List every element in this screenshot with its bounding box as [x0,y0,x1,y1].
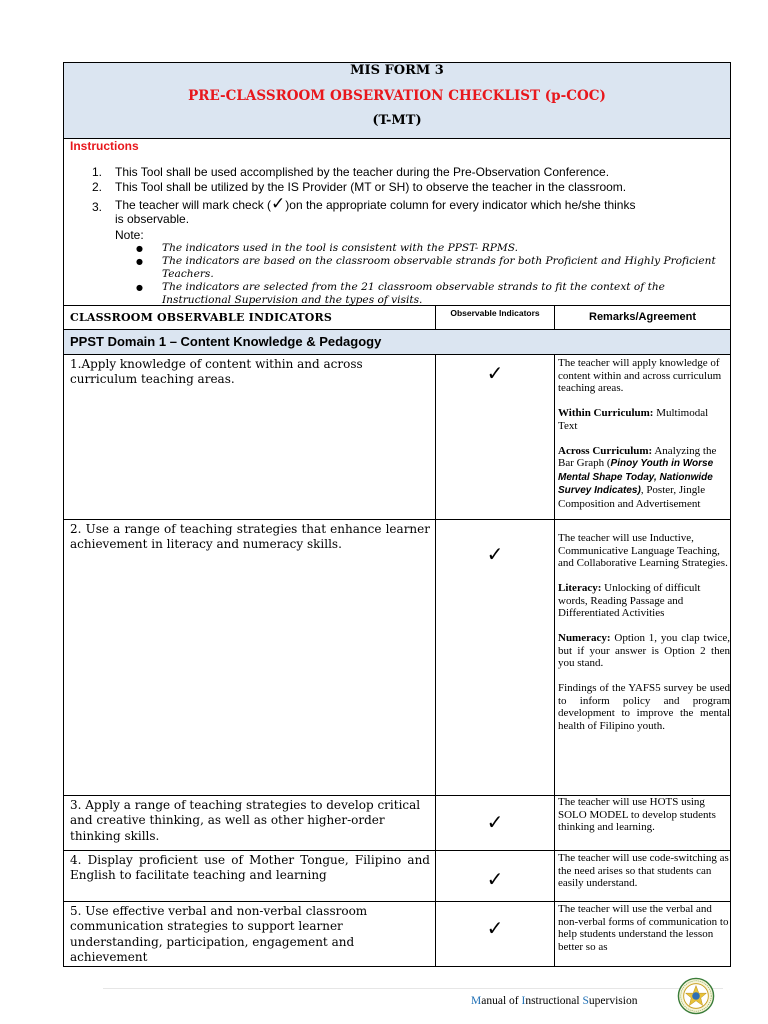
deped-seal-icon [677,977,715,1015]
remark-text: The teacher will use Inductive, Communicative Language Teaching, and Collaborative Learning Strategies. [558,532,728,569]
remark-text: , Poster, Jingle Composition and Advertisement [558,484,706,510]
check-icon: ✓ [271,194,286,214]
form-header [64,63,730,139]
instruction-item [115,194,715,226]
indicator-text: 2. Use a range of teaching strategies that enhance learner achievement in literacy and numeracy skills. [70,522,430,552]
check-icon: ✓ [486,867,504,891]
check-icon: ✓ [486,361,504,385]
remarks-cell [558,357,730,510]
note-item: The indicators used in the tool is consistent with the PPST- RPMS. [162,242,518,254]
remark-label: Across Curriculum: [558,444,653,457]
footer-initial: M [471,995,482,1007]
remark-text: Analyzing the Bar Graph ( [558,444,717,469]
column-header: CLASSROOM OBSERVABLE INDICATORS [70,311,333,324]
footer-word: anual of [481,995,522,1007]
remark-label: Literacy: [558,582,602,594]
remark-text: The teacher will use the verbal and non-verbal forms of communication to help students understand the lesson better so as [558,903,729,953]
indicator-text: 4. Display proficient use of Mother Tongue, Filipino and English to facilitate teaching and learning [70,853,430,883]
form-number: MIS FORM 3 [350,63,444,78]
remark-text: The teacher will use code-switching as the need arises so that students can easily understand. [558,852,729,889]
checklist-document [63,62,731,967]
remark-text: The teacher will apply knowledge of content within and across curriculum teaching areas. [558,357,722,394]
bullet-icon: ● [136,257,143,266]
indicator-text: 1.Apply knowledge of content within and across curriculum teaching areas. [70,357,363,387]
item-number: 2. [92,180,103,194]
column-header: Observable Indicators [450,308,540,318]
check-icon: ✓ [486,916,504,940]
remark-text: The teacher will use HOTS using SOLO MODEL to develop students thinking and learning. [558,796,716,833]
table-row [64,520,730,796]
form-subtitle: (T-MT) [372,113,422,128]
item-number: 1. [92,165,103,179]
remark-label: Within Curriculum: [558,407,654,419]
instruction-text: )on the appropriate column for every indicator which he/she thinks [285,198,636,212]
note-item: The indicators are based on the classroom observable strands for both Proficient and Highly Proficient Teachers. [162,255,716,280]
note-label: Note: [115,228,144,242]
remark-italic: Pinoy Youth in Worse Mental Shape Today, Nationwide Survey Indicates) [558,458,714,496]
table-header [64,306,730,330]
remark-text: Findings of the YAFS5 survey be used to inform policy and program development to improve the mental health of Filipino youth. [558,682,730,732]
bullet-icon: ● [136,283,143,292]
indicator-text: 5. Use effective verbal and non-verbal classroom communication strategies to support learner understanding, participation, engagement and achievement [70,904,368,964]
remark-text: Option 1, you clap twice, but if your answer is Option 2 then you stand. [558,632,730,669]
instruction-item: This Tool shall be used accomplished by the teacher during the Pre-Observation Conference. [115,165,610,179]
footer-divider [103,988,723,989]
item-number: 3. [92,200,103,214]
table-row [64,355,730,520]
footer-word: upervision [588,995,638,1007]
footer-initial: I [521,995,526,1007]
remarks-cell [558,532,730,732]
table-row [64,851,730,902]
domain-title: PPST Domain 1 – Content Knowledge & Pedagogy [70,334,382,349]
footer-text [471,995,637,1007]
bullet-icon: ● [136,244,143,253]
table-row [64,796,730,851]
check-icon: ✓ [486,810,504,834]
note-item: The indicators are selected from the 21 classroom observable strands to fit the context of the Instructional Supervision and the types of visits. [162,281,665,306]
instructions-title: Instructions [70,139,139,153]
table-row [64,902,730,966]
form-title: PRE-CLASSROOM OBSERVATION CHECKLIST (p-COC) [188,88,606,104]
indicator-text: 3. Apply a range of teaching strategies to develop critical and creative thinking, as well as other higher-order thinking skills. [70,798,421,843]
instruction-text: The teacher will mark check ( [115,198,272,212]
remark-text: Unlocking of difficult words, Reading Passage and Differentiated Activities [558,582,701,619]
footer-initial: S [582,995,589,1007]
instruction-item: This Tool shall be utilized by the IS Provider (MT or SH) to observe the teacher in the classroom. [115,180,627,194]
domain-row [64,330,730,355]
instruction-text: is observable. [115,212,190,226]
remark-text: Multimodal Text [558,407,709,432]
remark-label: Numeracy: [558,632,611,644]
footer-word: nstructional [525,995,583,1007]
check-icon: ✓ [486,542,504,566]
instructions-section [64,139,730,306]
column-header: Remarks/Agreement [589,311,696,323]
